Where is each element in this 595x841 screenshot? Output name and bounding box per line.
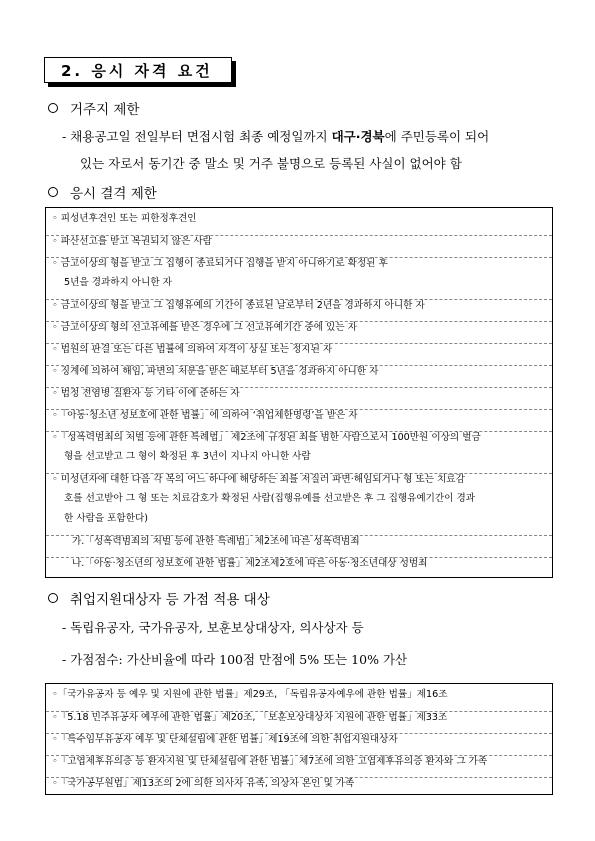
list-item: ◦ 금고이상의 형의 선고유예를 받은 경우에 그 선고유예기간 중에 있는 자 bbox=[46, 321, 552, 334]
list-item-continuation: 한 사람을 포함한다) bbox=[64, 513, 148, 524]
section-title-text: 2. 응시 자격 요건 bbox=[61, 61, 213, 80]
list-item: ◦ 징계에 의하여 해임, 파면의 처분을 받은 때로부터 5년을 경과하지 아니한 자 bbox=[46, 365, 552, 378]
list-item: ◦ 금고이상의 형을 받고 그 집행이 종료되거나 집행을 받지 아니하기로 확정된 후 bbox=[46, 257, 552, 270]
residence-line-2: 있는 자로서 동기간 중 말소 및 거주 불명으로 등록된 사실이 없어야 함 bbox=[80, 156, 462, 171]
circle-bullet-icon bbox=[48, 593, 58, 603]
list-item: ◦ 법원의 판결 또는 다른 법률에 의하여 자격이 상실 또는 정지된 자 bbox=[46, 343, 552, 356]
list-item: ◦「5.18 민주유공자 예우에 관한 법률」제20조, 「보훈보상대상자 지원에 관한 법률」제33조 bbox=[46, 711, 552, 724]
list-item-continuation: 호를 선고받아 그 형 또는 치료감호가 확정된 사람(집행유예를 선고받은 후 그 집행유예기간이 경과 bbox=[64, 493, 476, 504]
list-item-continuation: 5년을 경과하지 아니한 자 bbox=[64, 277, 172, 288]
disqualification-heading bbox=[48, 182, 157, 202]
circle-bullet-icon bbox=[48, 103, 58, 113]
disqualification-heading-text: 응시 결격 제한 bbox=[70, 186, 157, 202]
list-item: ◦ 파산선고를 받고 복권되지 않은 사람 bbox=[46, 235, 552, 248]
list-item: ◦「국가유공자 등 예우 및 지원에 관한 법률」제29조, 「독립유공자예우에 관한 법률」제16조 bbox=[52, 689, 448, 700]
bonus-line-2: - 가점점수: 가산비율에 따라 100점 만점에 5% 또는 10% 가산 bbox=[62, 652, 408, 667]
list-item: ◦「특수임무유공자 예우 및 단체설립에 관한 법률」제19조에 의한 취업지원대상자 bbox=[46, 733, 552, 746]
list-item: ◦ 피성년후견인 또는 피한정후견인 bbox=[52, 213, 197, 224]
list-item: ◦ 법정 전염병 질환자 등 기타 이에 준하는 자 bbox=[46, 387, 552, 400]
list-item: ◦「국가공무원법」제13조의 2에 의한 의사자 유족, 의상자 본인 및 가족 bbox=[46, 777, 552, 790]
bonus-line-1: - 독립유공자, 국가유공자, 보훈보상대상자, 의사상자 등 bbox=[62, 620, 364, 635]
list-item: ◦「성폭력범죄의 처벌 등에 관한 특례법」 제2조에 규정된 죄를 범한 사람으로서 100만원 이상의 벌금 bbox=[46, 431, 552, 444]
list-item: ◦「고엽제후유의증 등 환자지원 및 단체설립에 관한 법률」제7조에 의한 고엽제후유의증 환자와 그 가족 bbox=[46, 755, 552, 768]
disqualification-box bbox=[45, 207, 553, 578]
circle-bullet-icon bbox=[48, 187, 58, 197]
region-highlight: 대구·경북 bbox=[331, 129, 385, 144]
residence-heading bbox=[48, 98, 140, 118]
list-item: ◦「아동·청소년 성보호에 관한 법률」에 의하여 ‘취업제한명령’을 받은 자 bbox=[46, 409, 552, 422]
bonus-heading bbox=[48, 588, 270, 608]
list-subitem: 나.「아동·청소년의 성보호에 관한 법률」제2조제2호에 따른 아동·청소년대상 성범죄 bbox=[46, 557, 552, 570]
bonus-box bbox=[45, 683, 553, 795]
list-item: ◦ 미성년자에 대한 다음 각 목의 어느 하나에 해당하는 죄를 저질러 파면·해임되거나 형 또는 치료감 bbox=[46, 473, 552, 486]
section-title bbox=[44, 57, 232, 83]
list-item: ◦ 금고이상의 형을 받고 그 집행유예의 기간이 종료된 날로부터 2년을 경과하지 아니한 자 bbox=[46, 299, 552, 312]
residence-heading-text: 거주지 제한 bbox=[70, 102, 140, 118]
bonus-heading-text: 취업지원대상자 등 가점 적용 대상 bbox=[70, 592, 270, 608]
residence-line-1: - 채용공고일 전일부터 면접시험 최종 예정일까지 대구·경북에 주민등록이 되어 bbox=[62, 129, 490, 144]
list-subitem: 가.「성폭력범죄의 처벌 등에 관한 특례법」제2조에 따른 성폭력범죄 bbox=[46, 535, 552, 548]
list-item-continuation: 형을 선고받고 그 형이 확정된 후 3년이 지나지 아니한 사람 bbox=[64, 451, 311, 462]
